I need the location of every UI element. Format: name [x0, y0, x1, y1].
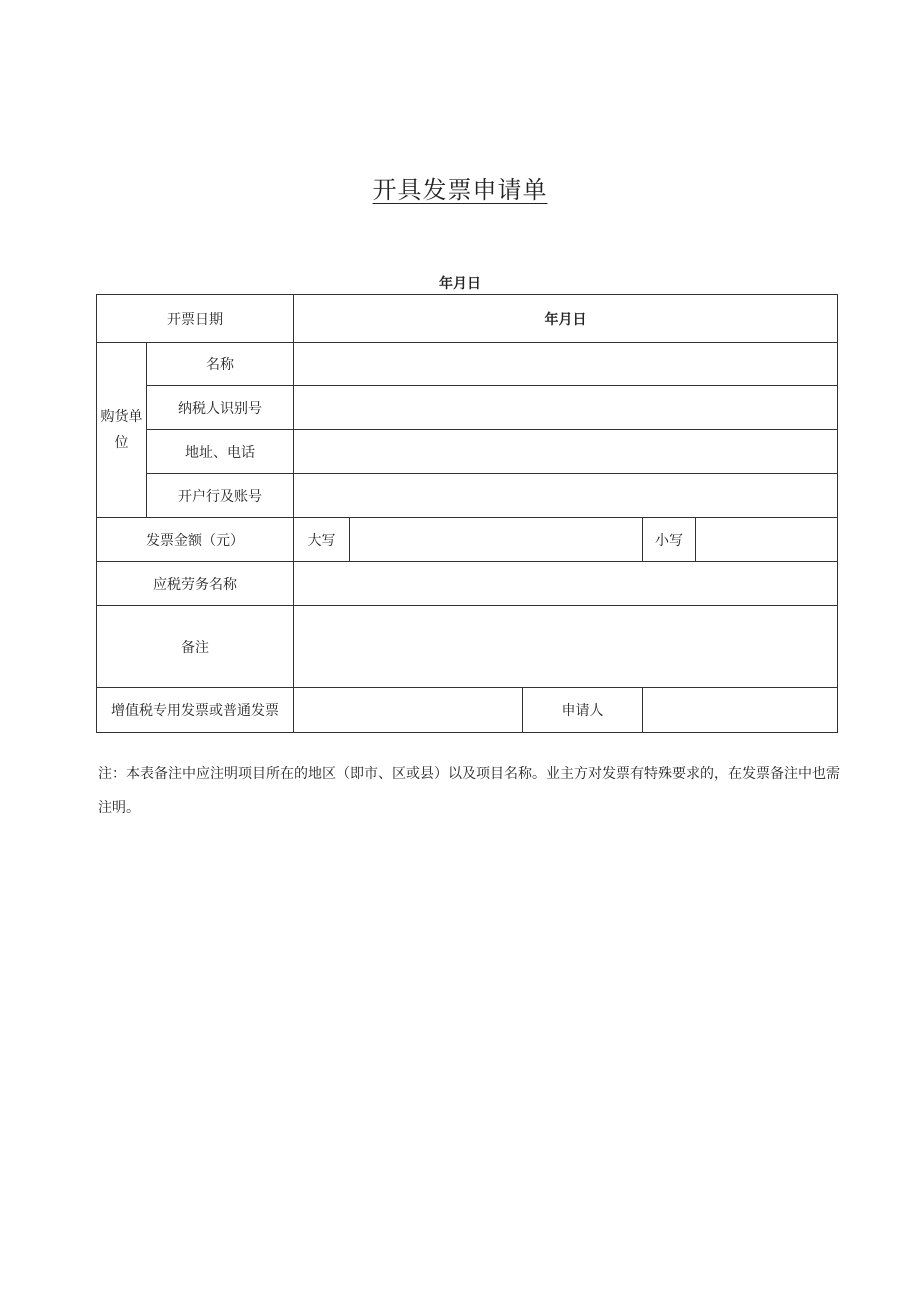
address-phone-label: 地址、电话	[147, 430, 294, 474]
bank-account-label: 开户行及账号	[147, 474, 294, 518]
invoice-type-label: 增值税专用发票或普通发票	[97, 688, 294, 733]
document-title-text: 开具发票申请单	[372, 176, 548, 204]
footnote: 注：本表备注中应注明项目所在的地区（即市、区或县）以及项目名称。业主方对发票有特殊要求的，在发票备注中也需注明。	[98, 766, 840, 816]
row-amount	[97, 518, 838, 562]
remarks-label: 备注	[97, 606, 294, 688]
invoice-request-table	[96, 294, 838, 733]
row-address-phone	[97, 430, 838, 474]
invoice-date-label: 开票日期	[97, 295, 294, 343]
row-remarks	[97, 606, 838, 688]
remarks-field[interactable]	[294, 606, 838, 688]
applicant-field[interactable]	[643, 688, 838, 733]
invoice-date-value[interactable]: 年月日	[294, 295, 838, 343]
row-taxable-service	[97, 562, 838, 606]
bank-account-field[interactable]	[294, 474, 838, 518]
row-buyer-name	[97, 343, 838, 386]
invoice-type-field[interactable]	[294, 688, 523, 733]
uppercase-label: 大写	[294, 518, 350, 562]
document-title	[0, 170, 920, 205]
row-invoice-type	[97, 688, 838, 733]
buyer-unit-label	[97, 343, 147, 518]
taxpayer-id-label: 纳税人识别号	[147, 386, 294, 430]
taxable-service-field[interactable]	[294, 562, 838, 606]
address-phone-field[interactable]	[294, 430, 838, 474]
lowercase-amount-field[interactable]	[696, 518, 838, 562]
lowercase-label: 小写	[643, 518, 696, 562]
applicant-label: 申请人	[523, 688, 643, 733]
buyer-unit-text: 购货单位	[100, 409, 143, 451]
row-taxpayer-id	[97, 386, 838, 430]
row-invoice-date	[97, 295, 838, 343]
row-bank-account	[97, 474, 838, 518]
amount-label: 发票金额（元）	[97, 518, 294, 562]
header-date: 年月日	[439, 276, 481, 292]
buyer-name-label: 名称	[147, 343, 294, 386]
uppercase-amount-field[interactable]	[350, 518, 643, 562]
taxpayer-id-field[interactable]	[294, 386, 838, 430]
taxable-service-label: 应税劳务名称	[97, 562, 294, 606]
buyer-name-field[interactable]	[294, 343, 838, 386]
